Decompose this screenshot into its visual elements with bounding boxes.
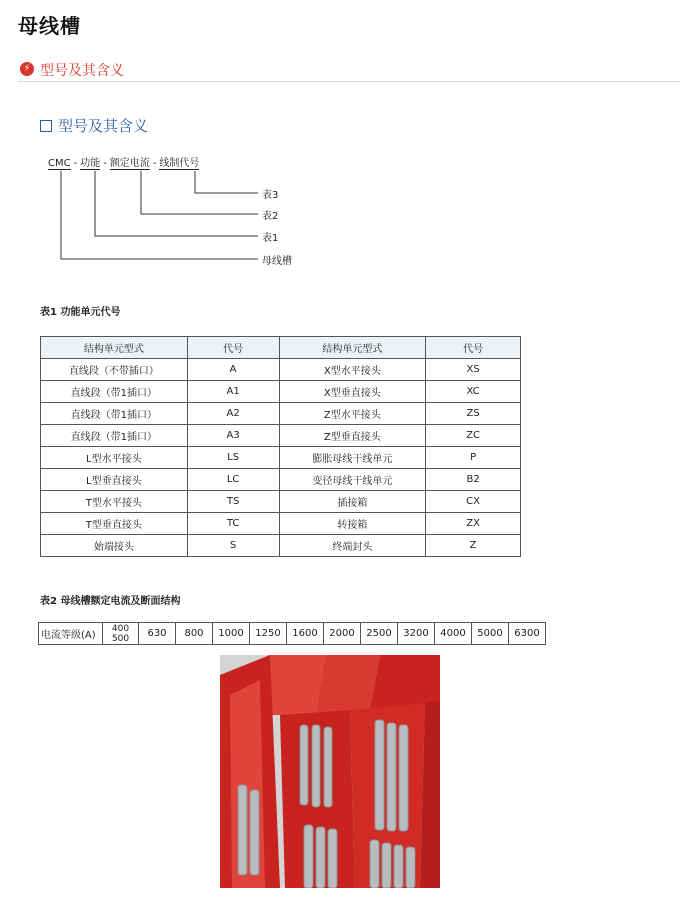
model-code-separator: - bbox=[73, 158, 78, 169]
busway-illustration bbox=[220, 655, 440, 888]
model-code-part-current: 额定电流 bbox=[110, 154, 150, 170]
table-cell: XS bbox=[426, 359, 521, 381]
table-cell: A3 bbox=[187, 425, 279, 447]
table-header-row bbox=[41, 337, 521, 359]
rated-current-table bbox=[38, 622, 546, 645]
table-cell: TC bbox=[187, 513, 279, 535]
lightning-icon: ⚡ bbox=[20, 62, 34, 76]
table-header-cell: 结构单元型式 bbox=[41, 337, 188, 359]
rated-current-cell: 1250 bbox=[250, 623, 287, 645]
table-cell: 插接箱 bbox=[279, 491, 426, 513]
subsection-title bbox=[40, 115, 148, 136]
rated-current-cell bbox=[103, 623, 139, 645]
table-cell: Z型水平接头 bbox=[279, 403, 426, 425]
connector-line-table2 bbox=[141, 171, 258, 214]
rated-current-value-top: 400 bbox=[111, 623, 130, 634]
busway-product-photo bbox=[220, 655, 440, 888]
page-title: 母线槽 bbox=[18, 14, 81, 38]
rated-current-label: 电流等级(A) bbox=[39, 623, 103, 645]
model-code-part-function: 功能 bbox=[80, 154, 100, 170]
table-header-cell: 结构单元型式 bbox=[279, 337, 426, 359]
table-cell: T型垂直接头 bbox=[41, 513, 188, 535]
model-label-table2: 表2 bbox=[262, 211, 279, 222]
table-row bbox=[41, 447, 521, 469]
table-cell: Z bbox=[426, 535, 521, 557]
table-cell: 转接箱 bbox=[279, 513, 426, 535]
table-row bbox=[41, 535, 521, 557]
table-cell: 膨胀母线干线单元 bbox=[279, 447, 426, 469]
table-cell: ZC bbox=[426, 425, 521, 447]
rated-current-cell: 2000 bbox=[324, 623, 361, 645]
subsection-title-text: 型号及其含义 bbox=[58, 117, 149, 135]
connector-line-table1 bbox=[95, 171, 258, 236]
model-label-busway: 母线槽 bbox=[262, 256, 292, 267]
table-cell: 直线段（带1插口） bbox=[41, 381, 188, 403]
table-row bbox=[41, 469, 521, 491]
table-cell: LC bbox=[187, 469, 279, 491]
model-code-separator: - bbox=[152, 158, 157, 169]
table-cell: 直线段（带1插口） bbox=[41, 425, 188, 447]
function-unit-table bbox=[40, 336, 521, 557]
section-title: 型号及其含义 bbox=[40, 63, 124, 79]
table-cell: XC bbox=[426, 381, 521, 403]
rated-current-cell: 6300 bbox=[509, 623, 546, 645]
table-row bbox=[41, 359, 521, 381]
table-cell: 终端封头 bbox=[279, 535, 426, 557]
rated-current-cell: 800 bbox=[176, 623, 213, 645]
rated-current-value-bottom: 500 bbox=[111, 633, 130, 644]
table-row bbox=[41, 403, 521, 425]
table-cell: Z型垂直接头 bbox=[279, 425, 426, 447]
table-row bbox=[39, 623, 546, 645]
table-cell: S bbox=[187, 535, 279, 557]
table-cell: P bbox=[426, 447, 521, 469]
table1-caption: 表1 功能单元代号 bbox=[40, 307, 121, 318]
model-code-part-cmc: CMC bbox=[48, 158, 71, 169]
rated-current-cell: 630 bbox=[139, 623, 176, 645]
model-code bbox=[48, 154, 199, 170]
table-cell: 始端接头 bbox=[41, 535, 188, 557]
connector-line-busway bbox=[61, 171, 258, 259]
table-cell: T型水平接头 bbox=[41, 491, 188, 513]
rated-current-cell: 1000 bbox=[213, 623, 250, 645]
table-row bbox=[41, 425, 521, 447]
table-header-cell: 代号 bbox=[426, 337, 521, 359]
model-code-connector-lines bbox=[0, 0, 700, 300]
table-cell: ZS bbox=[426, 403, 521, 425]
table-row bbox=[41, 381, 521, 403]
table-cell: X型垂直接头 bbox=[279, 381, 426, 403]
rated-current-cell: 4000 bbox=[435, 623, 472, 645]
table-cell: 直线段（带1插口） bbox=[41, 403, 188, 425]
model-label-table1: 表1 bbox=[262, 233, 279, 244]
rated-current-cell: 5000 bbox=[472, 623, 509, 645]
table-cell: B2 bbox=[426, 469, 521, 491]
rated-current-cell: 1600 bbox=[287, 623, 324, 645]
rated-current-cell: 2500 bbox=[361, 623, 398, 645]
section-header bbox=[18, 60, 680, 82]
table-cell: 直线段（不带插口） bbox=[41, 359, 188, 381]
model-code-separator: - bbox=[103, 158, 107, 169]
model-code-part-wiring: 线制代号 bbox=[159, 154, 199, 170]
table-cell: A bbox=[187, 359, 279, 381]
model-label-table3: 表3 bbox=[262, 190, 279, 201]
table-header-cell: 代号 bbox=[187, 337, 279, 359]
table-cell: A1 bbox=[187, 381, 279, 403]
table-row bbox=[41, 513, 521, 535]
rated-current-cell: 3200 bbox=[398, 623, 435, 645]
table-cell: L型水平接头 bbox=[41, 447, 188, 469]
table-cell: 变径母线干线单元 bbox=[279, 469, 426, 491]
table-cell: X型水平接头 bbox=[279, 359, 426, 381]
connector-line-table3 bbox=[195, 171, 258, 193]
table-cell: LS bbox=[187, 447, 279, 469]
table-cell: CX bbox=[426, 491, 521, 513]
checkbox-square-icon bbox=[40, 120, 52, 132]
table-cell: TS bbox=[187, 491, 279, 513]
table2-caption: 表2 母线槽额定电流及断面结构 bbox=[40, 596, 181, 607]
table-cell: L型垂直接头 bbox=[41, 469, 188, 491]
table-cell: A2 bbox=[187, 403, 279, 425]
table-cell: ZX bbox=[426, 513, 521, 535]
table-row bbox=[41, 491, 521, 513]
